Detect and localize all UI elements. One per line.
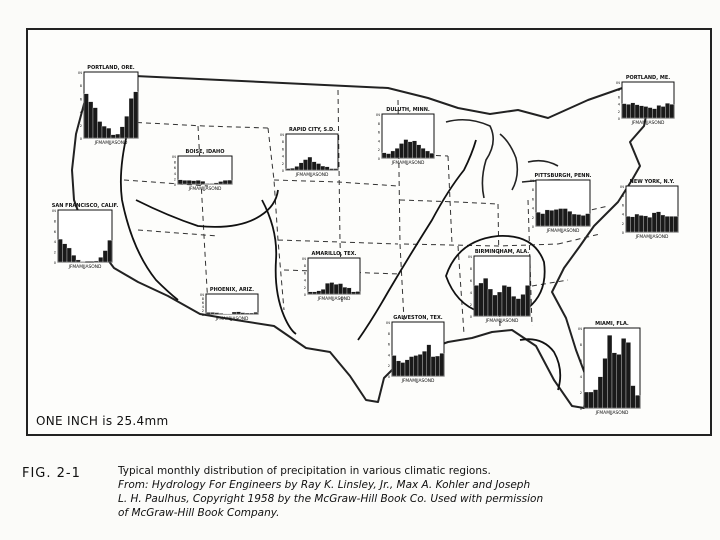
axis-tick-label: 6 [53, 229, 56, 234]
precip-bar [103, 251, 108, 262]
month-labels: JFMAMJJASOND [295, 173, 329, 178]
axis-tick-label: IN [620, 185, 624, 189]
axis-tick-label: 8 [79, 84, 82, 89]
precip-bar [111, 135, 116, 138]
station-chart [280, 127, 338, 178]
precip-bar [418, 354, 422, 376]
axis-tick-label: 8 [531, 188, 534, 193]
scale-note: ONE INCH is 25.4mm [36, 414, 169, 428]
precip-bar [210, 312, 214, 314]
precip-bar [120, 127, 125, 138]
axis-tick-label: IN [616, 81, 620, 85]
precip-bar [183, 180, 188, 184]
station-name: SAN FRANCISCO, CALIF. [51, 203, 119, 209]
axis-tick-label: 0 [387, 375, 390, 379]
precip-bar [648, 108, 652, 118]
precip-bar [431, 357, 435, 376]
station-chart [78, 65, 138, 146]
axis-tick-label: 8 [387, 331, 390, 336]
axis-tick-label: 8 [377, 121, 380, 126]
precip-bar [421, 148, 425, 158]
precip-bar [228, 180, 233, 184]
axis-tick-label: 8 [281, 140, 284, 145]
caption-text [118, 464, 708, 520]
precip-bar [412, 141, 416, 158]
precip-bar [502, 285, 507, 316]
precip-bar [391, 151, 395, 158]
month-labels: JFMAMJJASOND [485, 319, 519, 324]
axis-tick-label: 2 [531, 215, 534, 220]
precip-bar [665, 103, 669, 118]
precip-bar [497, 292, 502, 316]
precip-bar [652, 213, 656, 232]
station-chart [172, 149, 232, 192]
precip-bar [338, 284, 342, 294]
station-chart [530, 173, 591, 234]
station-name: BOISE, IDAHO [185, 149, 225, 155]
precip-bar [254, 312, 258, 314]
precip-bar [321, 166, 325, 170]
axis-tick-label: 4 [531, 206, 534, 211]
station-name: MIAMI, FLA. [595, 321, 629, 327]
precip-bar [63, 244, 68, 262]
precip-bar [670, 104, 674, 118]
axis-tick-label: 2 [579, 391, 582, 395]
caption-line-4: of McGraw-Hill Book Company. [118, 507, 280, 519]
station-name: PHOENIX, ARIZ. [209, 287, 255, 293]
precip-bar [572, 214, 577, 226]
precip-bar [356, 291, 360, 294]
precip-bar [493, 295, 498, 316]
precip-bar [639, 106, 643, 118]
precip-bar [563, 209, 568, 226]
axis-tick-label: 8 [201, 297, 204, 301]
axis-tick-label: 6 [303, 271, 306, 276]
axis-tick-label: 4 [621, 212, 624, 217]
axis-tick-label: 6 [79, 97, 82, 102]
precip-bar [308, 292, 312, 294]
precip-bar [621, 338, 626, 408]
axis-tick-label: IN [78, 71, 82, 75]
chart-frame [178, 156, 232, 184]
precip-bar [295, 166, 299, 170]
precip-bar [603, 358, 608, 408]
precip-bar [409, 357, 413, 376]
axis-tick-label: 2 [621, 221, 624, 226]
precip-bar [559, 209, 564, 226]
axis-tick-label: 2 [469, 303, 472, 307]
axis-tick-label: 2 [281, 161, 284, 166]
axis-tick-label: 4 [303, 278, 306, 283]
axis-tick-label: 6 [173, 166, 176, 171]
month-labels: JFMAMJJASOND [188, 187, 222, 192]
axis-tick-label: 6 [201, 301, 204, 305]
precip-bar [249, 313, 253, 314]
precip-bar [201, 181, 206, 184]
precip-bar [577, 215, 582, 227]
axis-tick-label: 0 [531, 225, 534, 229]
caption-line-2: From: Hydrology For Engineers by Ray K. Linsley, Jr., Max A. Kohler and Joseph [118, 479, 531, 491]
precip-bar [178, 180, 183, 184]
axis-tick-label: 6 [579, 359, 582, 363]
station-name: GALVESTON, TEX. [393, 315, 443, 321]
axis-tick-label: 6 [531, 197, 534, 202]
precip-bar [674, 216, 678, 232]
precip-bar [635, 395, 640, 408]
precip-bar [607, 335, 612, 408]
precip-bar [89, 102, 94, 138]
precip-bar [568, 211, 573, 226]
precip-bar [626, 342, 631, 408]
precip-bar [245, 313, 249, 314]
axis-tick-label: 0 [579, 407, 582, 411]
axis-tick-label: 8 [469, 267, 472, 271]
caption-line-3: L. H. Paulhus, Copyright 1958 by the McGraw-Hill Book Co. Used with permission [118, 493, 544, 505]
station-chart [616, 75, 674, 126]
precip-bar [630, 217, 634, 232]
precip-bar [584, 392, 589, 408]
precip-bar [507, 287, 512, 316]
axis-tick-label: 2 [387, 364, 390, 369]
precip-bar [129, 98, 134, 138]
month-labels: JFMAMJJASOND [635, 235, 669, 240]
month-labels: JFMAMJJASOND [546, 229, 580, 234]
axis-tick-label: 2 [617, 109, 620, 114]
station-chart [302, 251, 360, 302]
precip-bar [187, 180, 192, 184]
station-chart [620, 179, 678, 240]
precip-bar [430, 153, 434, 158]
precip-bar [440, 353, 444, 376]
precip-bar [334, 169, 338, 170]
precip-bar [396, 361, 400, 376]
axis-tick-label: 0 [53, 261, 56, 265]
station-name: DULUTH, MINN. [386, 107, 430, 113]
precip-bar [312, 292, 316, 294]
precip-bar [395, 148, 399, 158]
precip-bar [98, 122, 103, 139]
month-labels: JFMAMJJASOND [94, 141, 128, 146]
precip-bar [215, 313, 219, 314]
precip-bar [72, 255, 77, 262]
axis-tick-label: 2 [377, 148, 380, 153]
precip-bar [593, 390, 598, 408]
axis-tick-label: 6 [377, 130, 380, 135]
axis-tick-label: IN [302, 257, 306, 261]
axis-tick-label: IN [172, 155, 176, 159]
precip-bar [554, 209, 559, 226]
precip-bar [232, 312, 236, 314]
precip-bar [635, 214, 639, 232]
precip-bar [669, 216, 673, 232]
precip-bar [81, 261, 86, 262]
axis-tick-label: IN [376, 113, 380, 117]
precip-bar [334, 284, 338, 294]
station-name: PITTSBURGH, PENN. [534, 173, 592, 179]
precip-bar [325, 283, 329, 294]
precip-bar [656, 212, 660, 232]
precip-bar [386, 154, 390, 158]
precipitation-map [26, 28, 712, 436]
axis-tick-label: 8 [173, 160, 176, 165]
precip-bar [205, 183, 210, 184]
station-name: BIRMINGHAM, ALA. [474, 249, 530, 255]
precip-bar [661, 106, 665, 118]
precip-bar [290, 168, 294, 170]
precip-bar [586, 214, 591, 226]
precip-bar [343, 287, 347, 294]
station-chart [52, 203, 119, 270]
precip-bar [644, 106, 648, 118]
axis-tick-label: 0 [617, 117, 620, 121]
axis-tick-label: 2 [53, 250, 56, 255]
precip-bar [541, 214, 546, 226]
axis-tick-label: IN [468, 255, 472, 259]
precip-bar [425, 151, 429, 158]
month-labels: JFMAMJJASOND [391, 161, 425, 166]
precip-bar [236, 312, 240, 314]
station-name: AMARILLO, TEX. [311, 251, 357, 257]
precip-bar [286, 169, 290, 170]
state-borders [124, 90, 608, 334]
precip-bar [488, 289, 493, 316]
precip-bar [612, 353, 617, 408]
chart-frame [206, 294, 258, 314]
month-labels: JFMAMJJASOND [595, 411, 629, 416]
precip-bar [303, 160, 307, 170]
month-labels: JFMAMJJASOND [215, 317, 249, 322]
precip-bar [474, 285, 479, 316]
precip-bar [417, 145, 421, 158]
precip-bar [652, 109, 656, 118]
month-labels: JFMAMJJASOND [68, 265, 102, 270]
axis-tick-label: 8 [621, 194, 624, 199]
precip-bar [483, 278, 488, 316]
station-name: PORTLAND, ORE. [87, 65, 135, 71]
precip-bar [550, 210, 555, 226]
axis-tick-label: 0 [79, 137, 82, 141]
axis-tick-label: 8 [53, 219, 56, 224]
axis-tick-label: 0 [621, 231, 624, 235]
precip-bar [94, 261, 99, 262]
precip-bar [401, 363, 405, 377]
axis-tick-label: 6 [469, 279, 472, 283]
precip-bar [99, 257, 104, 262]
precip-bar [329, 169, 333, 170]
precip-bar [408, 142, 412, 158]
axis-tick-label: IN [386, 321, 390, 325]
precip-bar [427, 345, 431, 376]
precip-bar [134, 92, 139, 138]
precip-bar [93, 108, 98, 138]
axis-tick-label: 8 [303, 264, 306, 269]
axis-tick-label: 4 [173, 171, 176, 176]
precip-bar [317, 291, 321, 294]
precip-bar [521, 294, 526, 316]
precip-bar [635, 105, 639, 118]
axis-tick-label: 0 [377, 157, 380, 161]
precip-bar [206, 312, 210, 314]
precip-bar [125, 116, 130, 138]
precip-bar [581, 215, 586, 226]
precip-bar [404, 140, 408, 158]
precip-bar [626, 104, 630, 118]
station-chart [468, 249, 530, 324]
station-chart [376, 107, 434, 166]
precip-bar [536, 212, 541, 226]
station-name: RAPID CITY, S.D. [288, 127, 336, 133]
axis-tick-label: IN [530, 179, 534, 183]
axis-tick-label: 8 [617, 88, 620, 93]
axis-tick-label: IN [52, 209, 56, 213]
precip-bar [321, 289, 325, 294]
precip-bar [84, 94, 89, 138]
precip-bar [192, 181, 197, 184]
precip-bar [241, 313, 245, 314]
precip-bar [107, 128, 112, 138]
precip-bar [657, 105, 661, 118]
precip-bar [545, 210, 550, 226]
precip-bar [219, 313, 223, 314]
caption-line-1: Typical monthly distribution of precipitation in various climatic regions. [118, 465, 491, 477]
precip-bar [617, 354, 622, 408]
precip-bar [223, 180, 228, 184]
axis-tick-label: 6 [281, 147, 284, 152]
axis-tick-label: 2 [173, 177, 176, 182]
precip-bar [214, 183, 219, 184]
axis-tick-label: 0 [469, 315, 472, 319]
axis-tick-label: 0 [281, 169, 284, 173]
axis-tick-label: 4 [201, 305, 204, 309]
station-name: PORTLAND, ME. [625, 75, 671, 81]
precip-bar [382, 153, 386, 158]
precip-bar [516, 299, 521, 316]
us-map-svg [28, 30, 710, 434]
precip-bar [58, 239, 63, 262]
station-name: NEW YORK, N.Y. [629, 179, 675, 185]
precip-bar [643, 216, 647, 232]
axis-tick-label: 4 [617, 102, 620, 107]
precip-bar [622, 104, 626, 118]
precip-bar [308, 157, 312, 170]
precip-bar [665, 216, 669, 232]
precip-bar [210, 183, 215, 184]
precip-bar [589, 392, 594, 408]
month-labels: JFMAMJJASOND [401, 379, 435, 384]
axis-tick-label: 4 [387, 353, 390, 358]
axis-tick-label: 2 [79, 123, 82, 128]
precip-bar [626, 216, 630, 232]
axis-tick-label: 2 [303, 285, 306, 290]
precip-bar [631, 386, 636, 408]
axis-tick-label: 4 [281, 154, 284, 159]
precip-bar [405, 360, 409, 376]
precip-bar [399, 143, 403, 158]
precip-bar [511, 296, 516, 316]
axis-tick-label: 2 [201, 309, 204, 313]
precip-bar [116, 134, 121, 138]
precip-bar [639, 215, 643, 232]
precip-bar [598, 377, 603, 408]
precip-bar [479, 283, 484, 316]
axis-tick-label: 0 [173, 183, 176, 187]
axis-tick-label: 0 [201, 313, 204, 317]
axis-tick-label: 8 [579, 343, 582, 347]
axis-tick-label: 6 [617, 95, 620, 100]
axis-tick-label: 4 [579, 375, 582, 379]
precip-bar [351, 292, 355, 294]
precip-bar [76, 260, 81, 262]
precip-bar [299, 163, 303, 170]
precip-bar [661, 215, 665, 232]
station-chart [386, 315, 444, 384]
station-chart [200, 287, 258, 322]
axis-tick-label: 6 [387, 342, 390, 347]
precip-bar [196, 180, 201, 184]
precip-bar [67, 248, 72, 262]
axis-tick-label: 0 [303, 293, 306, 297]
precip-bar [347, 288, 351, 294]
axis-tick-label: 6 [621, 203, 624, 208]
figure-label: FIG. 2-1 [22, 466, 81, 481]
precip-bar [648, 217, 652, 232]
axis-tick-label: 4 [469, 291, 472, 295]
axis-tick-label: 4 [53, 240, 56, 245]
precip-bar [102, 126, 107, 138]
precip-bar [312, 162, 316, 170]
axis-tick-label: IN [200, 293, 204, 297]
month-labels: JFMAMJJASOND [631, 121, 665, 126]
axis-tick-label: 4 [377, 139, 380, 144]
station-chart [578, 321, 640, 416]
precip-bar [108, 240, 113, 262]
precip-bar [435, 356, 439, 376]
precip-bar [325, 167, 329, 170]
precip-bar [219, 181, 224, 184]
precip-bar [392, 355, 396, 376]
axis-tick-label: 4 [79, 110, 82, 115]
precip-bar [330, 282, 334, 294]
precip-bar [422, 351, 426, 376]
precip-bar [631, 103, 635, 118]
axis-tick-label: IN [280, 133, 284, 137]
axis-tick-label: IN [578, 327, 582, 331]
precip-bar [316, 164, 320, 170]
precip-bar [525, 285, 530, 316]
precip-bar [414, 355, 418, 376]
month-labels: JFMAMJJASOND [317, 297, 351, 302]
